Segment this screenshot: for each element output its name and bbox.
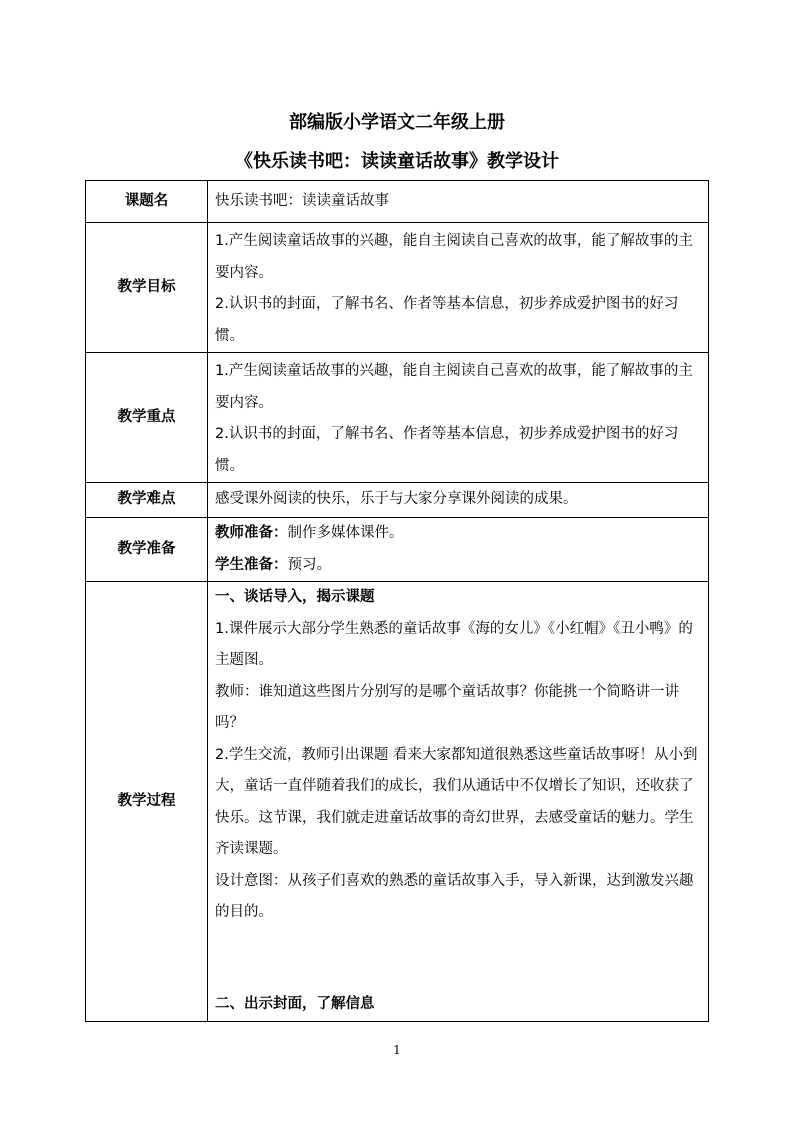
row-content-topic [208, 181, 709, 223]
teacher-preparation-label: 教师准备： [215, 525, 288, 541]
student-preparation-label: 学生准备： [215, 556, 288, 573]
table-row-key-points [86, 353, 709, 483]
student-preparation [215, 550, 701, 582]
teacher-preparation [215, 518, 701, 550]
table-row-difficulties [86, 483, 709, 518]
row-content-process [208, 582, 709, 1022]
student-preparation-text: 预习。 [287, 556, 331, 573]
process-paragraph: 设计意图：从孩子们喜欢的熟悉的童话故事入手，导入新课，达到激发兴趣的目的。 [215, 872, 694, 920]
process-section-heading: 二、出示封面，了解信息 [215, 995, 375, 1012]
difficulties-text: 感受课外阅读的快乐，乐于与大家分享课外阅读的成果。 [215, 491, 578, 508]
process-paragraph: 2.学生交流，教师引出课题 看来大家都知道很熟悉这些童话故事呀！从小到大，童话一直伴随着我们的成长，我们从通话中不仅增长了知识，还收获了快乐。这节课，我们就走进童话故事的奇幻世界，去感受童话的魅力。学生齐读课题。 [215, 746, 698, 857]
table-row-preparation [86, 518, 709, 582]
row-content-preparation [208, 518, 709, 582]
row-content-difficulties [208, 483, 709, 518]
table-row-process [86, 582, 709, 1022]
key-points-paragraph: 2.认识书的封面，了解书名、作者等基本信息，初步养成爱护图书的好习惯。 [215, 426, 679, 474]
row-label-difficulties: 教学难点 [86, 483, 208, 518]
topic-text: 快乐读书吧：读读童话故事 [215, 192, 389, 209]
row-label-goals: 教学目标 [86, 223, 208, 353]
row-content-goals [208, 223, 709, 353]
process-paragraph: 教师：谁知道这些图片分别写的是哪个童话故事？你能挑一个简略讲一讲吗？ [215, 683, 679, 731]
document-title-line1: 部编版小学语文二年级上册 [289, 112, 505, 133]
row-content-key-points [208, 353, 709, 483]
goals-paragraph: 1.产生阅读童话故事的兴趣，能自主阅读自己喜欢的故事，能了解故事的主要内容。 [215, 233, 693, 281]
document-title-line2: 《快乐读书吧：读读童话故事》教学设计 [235, 151, 559, 172]
goals-paragraph: 2.认识书的封面，了解书名、作者等基本信息，初步养成爱护图书的好习惯。 [215, 296, 679, 344]
row-label-preparation: 教学准备 [86, 518, 208, 582]
page-number: 1 [393, 1043, 401, 1057]
row-label-process: 教学过程 [86, 582, 208, 1022]
row-label-topic: 课题名 [86, 181, 208, 223]
teacher-preparation-text: 制作多媒体课件。 [287, 525, 404, 541]
process-section-heading: 一、谈话导入，揭示课题 [215, 589, 375, 605]
lesson-plan-table [85, 180, 709, 1022]
table-row-topic [86, 181, 709, 223]
row-label-key-points: 教学重点 [86, 353, 208, 483]
key-points-paragraph: 1.产生阅读童话故事的兴趣，能自主阅读自己喜欢的故事，能了解故事的主要内容。 [215, 363, 693, 411]
process-paragraph: 1.课件展示大部分学生熟悉的童话故事《海的女儿》《小红帽》《丑小鸭》的主题图。 [215, 620, 693, 668]
table-row-goals [86, 223, 709, 353]
